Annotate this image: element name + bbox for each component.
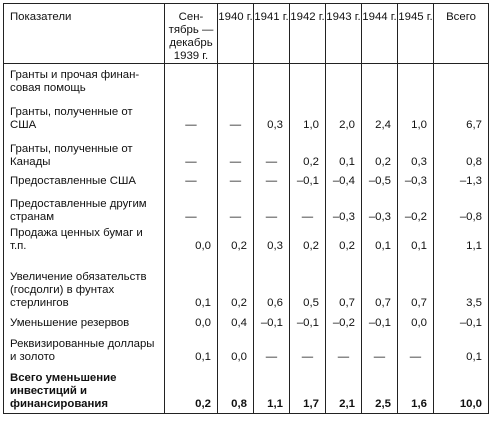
row-value [398,64,434,97]
row-value: 6,7 [434,97,489,134]
row-value: 1,1 [254,366,290,414]
row-value: — [165,134,218,171]
header-period: 1945 г. [398,4,434,64]
row-value: 0,2 [218,226,254,255]
table-row [4,134,489,171]
row-label: Предоставленные другим странам [4,190,165,226]
row-value: — [218,190,254,226]
row-value: — [254,332,290,366]
row-value: 0,3 [254,226,290,255]
row-value: –0,2 [398,190,434,226]
row-value: –0,3 [398,171,434,190]
table-row [4,255,489,312]
row-value: 2,1 [326,366,362,414]
row-value: 0,7 [362,255,398,312]
row-value: 0,2 [218,255,254,312]
row-label: Предоставленные США [4,171,165,190]
row-value: –0,1 [434,312,489,332]
row-value: — [218,97,254,134]
row-value: 0,0 [165,226,218,255]
row-value: — [218,134,254,171]
row-value: 0,7 [326,255,362,312]
row-value [326,64,362,97]
table-row [4,312,489,332]
row-label: Реквизированные доллары и золото [4,332,165,366]
row-value: — [165,97,218,134]
row-value: 0,2 [326,226,362,255]
row-label: Гранты, полученные от Канады [4,134,165,171]
row-value: 0,3 [254,97,290,134]
header-period: 1940 г. [218,4,254,64]
row-value: 0,1 [326,134,362,171]
row-value: –0,5 [362,171,398,190]
table-body [4,64,489,414]
row-value: 1,0 [290,97,326,134]
row-value: 0,1 [362,226,398,255]
row-value: 2,5 [362,366,398,414]
row-value: 0,5 [290,255,326,312]
row-value: 0,1 [398,226,434,255]
table-row [4,97,489,134]
header-period: Всего [434,4,489,64]
row-value: –0,1 [290,171,326,190]
row-label: Увеличение обязательств (госдолги) в фунтах стерлингов [4,255,165,312]
row-value: –1,3 [434,171,489,190]
row-value: 0,8 [218,366,254,414]
row-value [290,64,326,97]
row-value: — [362,332,398,366]
header-period: 1941 г. [254,4,290,64]
row-label: Гранты и прочая финан-совая помощь [4,64,165,97]
row-value: 2,4 [362,97,398,134]
table-row [4,366,489,414]
row-value: — [398,332,434,366]
row-value: — [165,190,218,226]
header-period: 1942 г. [290,4,326,64]
row-label: Гранты, полученные от США [4,97,165,134]
row-value: –0,4 [326,171,362,190]
row-label: Продажа ценных бумаг и т.п. [4,226,165,255]
header-period: 1944 г. [362,4,398,64]
row-value: –0,2 [326,312,362,332]
row-value: — [254,171,290,190]
row-value: 10,0 [434,366,489,414]
row-value: 0,2 [362,134,398,171]
header-label: Показатели [4,4,165,64]
financing-table [3,3,489,414]
row-value: 0,4 [218,312,254,332]
row-value: 1,1 [434,226,489,255]
row-label: Всего уменьшение инвестиций и финансирования [4,366,165,414]
header-period: 1943 г. [326,4,362,64]
row-value [362,64,398,97]
row-value [218,64,254,97]
row-value: 0,0 [398,312,434,332]
row-value: –0,8 [434,190,489,226]
row-value: 0,2 [290,134,326,171]
row-value: 0,2 [165,366,218,414]
row-value: — [254,134,290,171]
header-period: Сен-тябрь — декабрь 1939 г. [165,4,218,64]
row-value: 1,7 [290,366,326,414]
table-row [4,226,489,255]
row-value: 3,5 [434,255,489,312]
row-value: 2,0 [326,97,362,134]
row-value: –0,3 [362,190,398,226]
row-value: 0,7 [398,255,434,312]
row-value [165,64,218,97]
row-value: 0,1 [165,255,218,312]
row-value: 0,0 [165,312,218,332]
row-value: 0,2 [290,226,326,255]
row-value: 0,8 [434,134,489,171]
row-value: –0,1 [290,312,326,332]
table-row [4,332,489,366]
row-value [254,64,290,97]
row-value: 0,1 [165,332,218,366]
table-row [4,64,489,97]
row-value: — [254,190,290,226]
row-value: — [326,332,362,366]
row-value: 1,6 [398,366,434,414]
table-row [4,190,489,226]
row-value: 0,0 [218,332,254,366]
row-value: –0,1 [362,312,398,332]
financing-table-wrapper [3,3,489,414]
row-value: –0,3 [326,190,362,226]
row-value: 0,3 [398,134,434,171]
row-value: — [290,332,326,366]
row-value: — [290,190,326,226]
row-value [434,64,489,97]
table-header-row [4,4,489,64]
row-value: — [218,171,254,190]
row-value: 0,6 [254,255,290,312]
table-row [4,171,489,190]
row-value: 0,1 [434,332,489,366]
row-value: –0,1 [254,312,290,332]
row-value: — [165,171,218,190]
row-label: Уменьшение резервов [4,312,165,332]
row-value: 1,0 [398,97,434,134]
